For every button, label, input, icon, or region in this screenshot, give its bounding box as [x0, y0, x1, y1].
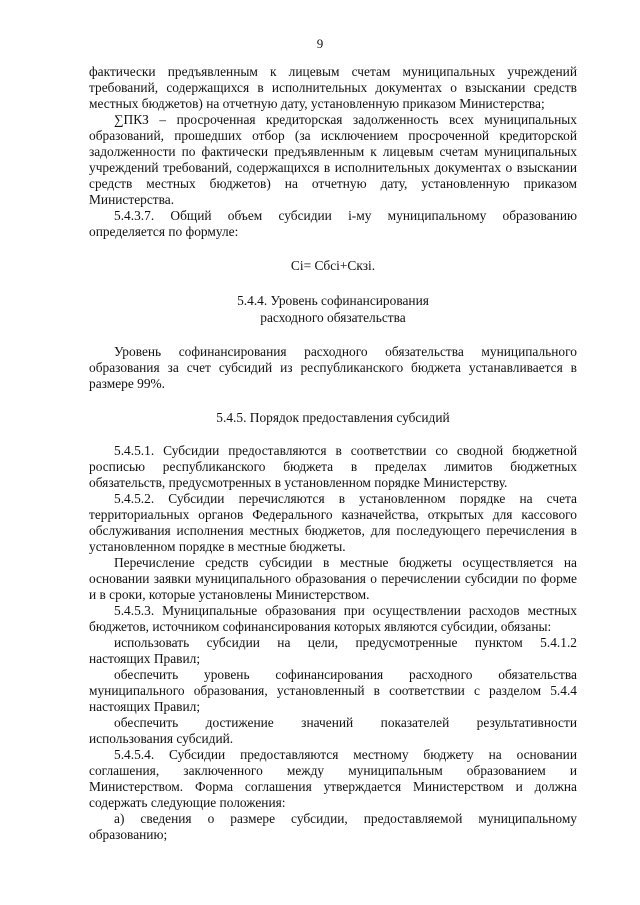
paragraph [89, 112, 577, 208]
text-line: требований, содержащихся в исполнительных документах о взыскании средств [89, 80, 577, 95]
text-line: 5.4.3.7. Общий объем субсидии i-му муниципальному образованию [114, 208, 577, 223]
paragraph [89, 811, 577, 843]
text-line: настоящих Правил; [89, 651, 201, 667]
text-line: 5.4.5.1. Субсидии предоставляются в соответствии со сводной бюджетной [114, 443, 577, 459]
paragraph [89, 491, 577, 555]
text-line: Уровень софинансирования расходного обязательства муниципального [114, 343, 577, 359]
text-line: обслуживания исполнения местных бюджетов, для последующего перечисления в [89, 523, 577, 539]
text-line: определяется по формуле: [89, 224, 239, 239]
paragraph [89, 443, 577, 491]
text-line: настоящих Правил; [89, 699, 201, 715]
text-line: Министерства. [89, 192, 175, 207]
text-line: муниципального образования, установленный в соответствии с разделом 5.4.4 [89, 683, 577, 699]
paragraph [89, 64, 577, 112]
text-line: образований, прошедших отбор (за исключением просроченной кредиторской [89, 128, 577, 143]
paragraph [89, 715, 577, 747]
text-line: росписью республиканского бюджета в пределах лимитов бюджетных [89, 459, 577, 475]
text-line: 5.4.5.4. Субсидии предоставляются местному бюджету на основании [114, 747, 577, 763]
text-line: Министерством. Форма соглашения утверждается Министерством и должна [89, 779, 577, 795]
text-line: основании заявки муниципального образования о перечислении субсидии по форме [89, 571, 577, 587]
paragraph [89, 747, 577, 811]
paragraph [89, 208, 577, 240]
text-line: местных бюджетов) на отчетную дату, установленную приказом Министерства; [89, 96, 545, 111]
paragraph [89, 555, 577, 603]
section-heading: 5.4.4. Уровень софинансирования [237, 292, 429, 308]
paragraph [89, 603, 577, 635]
text-line: 5.4.5.2. Субсидии перечисляются в установленном порядке на счета [114, 491, 577, 507]
document-body [89, 64, 577, 843]
text-line: содержать следующие положения: [89, 795, 286, 811]
text-line: задолженности по фактически предъявленным к лицевым счетам муниципальных [89, 144, 577, 159]
paragraph [89, 667, 577, 715]
page-number: 9 [316, 36, 324, 51]
text-line: а) сведения о размере субсидии, предоставляемой муниципальному [114, 811, 577, 827]
text-line: размере 99%. [89, 375, 166, 391]
text-line: установленном порядке в местные бюджеты. [89, 539, 346, 555]
formula: Ci= Cбci+Cкзi. [290, 258, 376, 273]
text-line: 5.4.5.3. Муниципальные образования при осуществлении расходов местных [114, 603, 577, 619]
text-line: обеспечить уровень софинансирования расходного обязательства [114, 667, 577, 683]
text-line: соглашения, заключенного между муниципальным образованием и [89, 763, 577, 779]
text-line: и в сроки, которые установлены Министерством. [89, 587, 370, 603]
section-heading: 5.4.5. Порядок предоставления субсидий [216, 409, 450, 425]
text-line: обязательств, предусмотренных в установленном порядке Министерству. [89, 475, 508, 491]
text-line: Перечисление средств субсидии в местные бюджеты осуществляется на [114, 555, 577, 571]
section-heading: расходного обязательства [260, 310, 406, 326]
text-line: территориальных органов Федерального казначейства, открытых для кассового [89, 507, 577, 523]
text-line: использовать субсидии на цели, предусмотренные пунктом 5.4.1.2 [114, 635, 577, 651]
text-line: ∑ПКЗ – просроченная кредиторская задолженность всех муниципальных [114, 112, 577, 127]
text-line: образования за счет субсидий из республиканского бюджета устанавливается в [89, 359, 577, 375]
text-line: обеспечить достижение значений показателей результативности [114, 715, 577, 731]
text-line: использования субсидий. [89, 731, 234, 747]
text-line: учреждений требований, содержащихся в исполнительных документах о взыскании [89, 160, 577, 175]
text-line: бюджетов, источником софинансирования которых являются субсидии, обязаны: [89, 619, 552, 635]
paragraph [89, 635, 577, 667]
paragraph [89, 344, 577, 392]
text-line: средств местных бюджетов) на отчетную дату, установленную приказом [89, 176, 577, 191]
text-line: образованию; [89, 827, 168, 843]
text-line: фактически предъявленным к лицевым счетам муниципальных учреждений [89, 64, 577, 79]
